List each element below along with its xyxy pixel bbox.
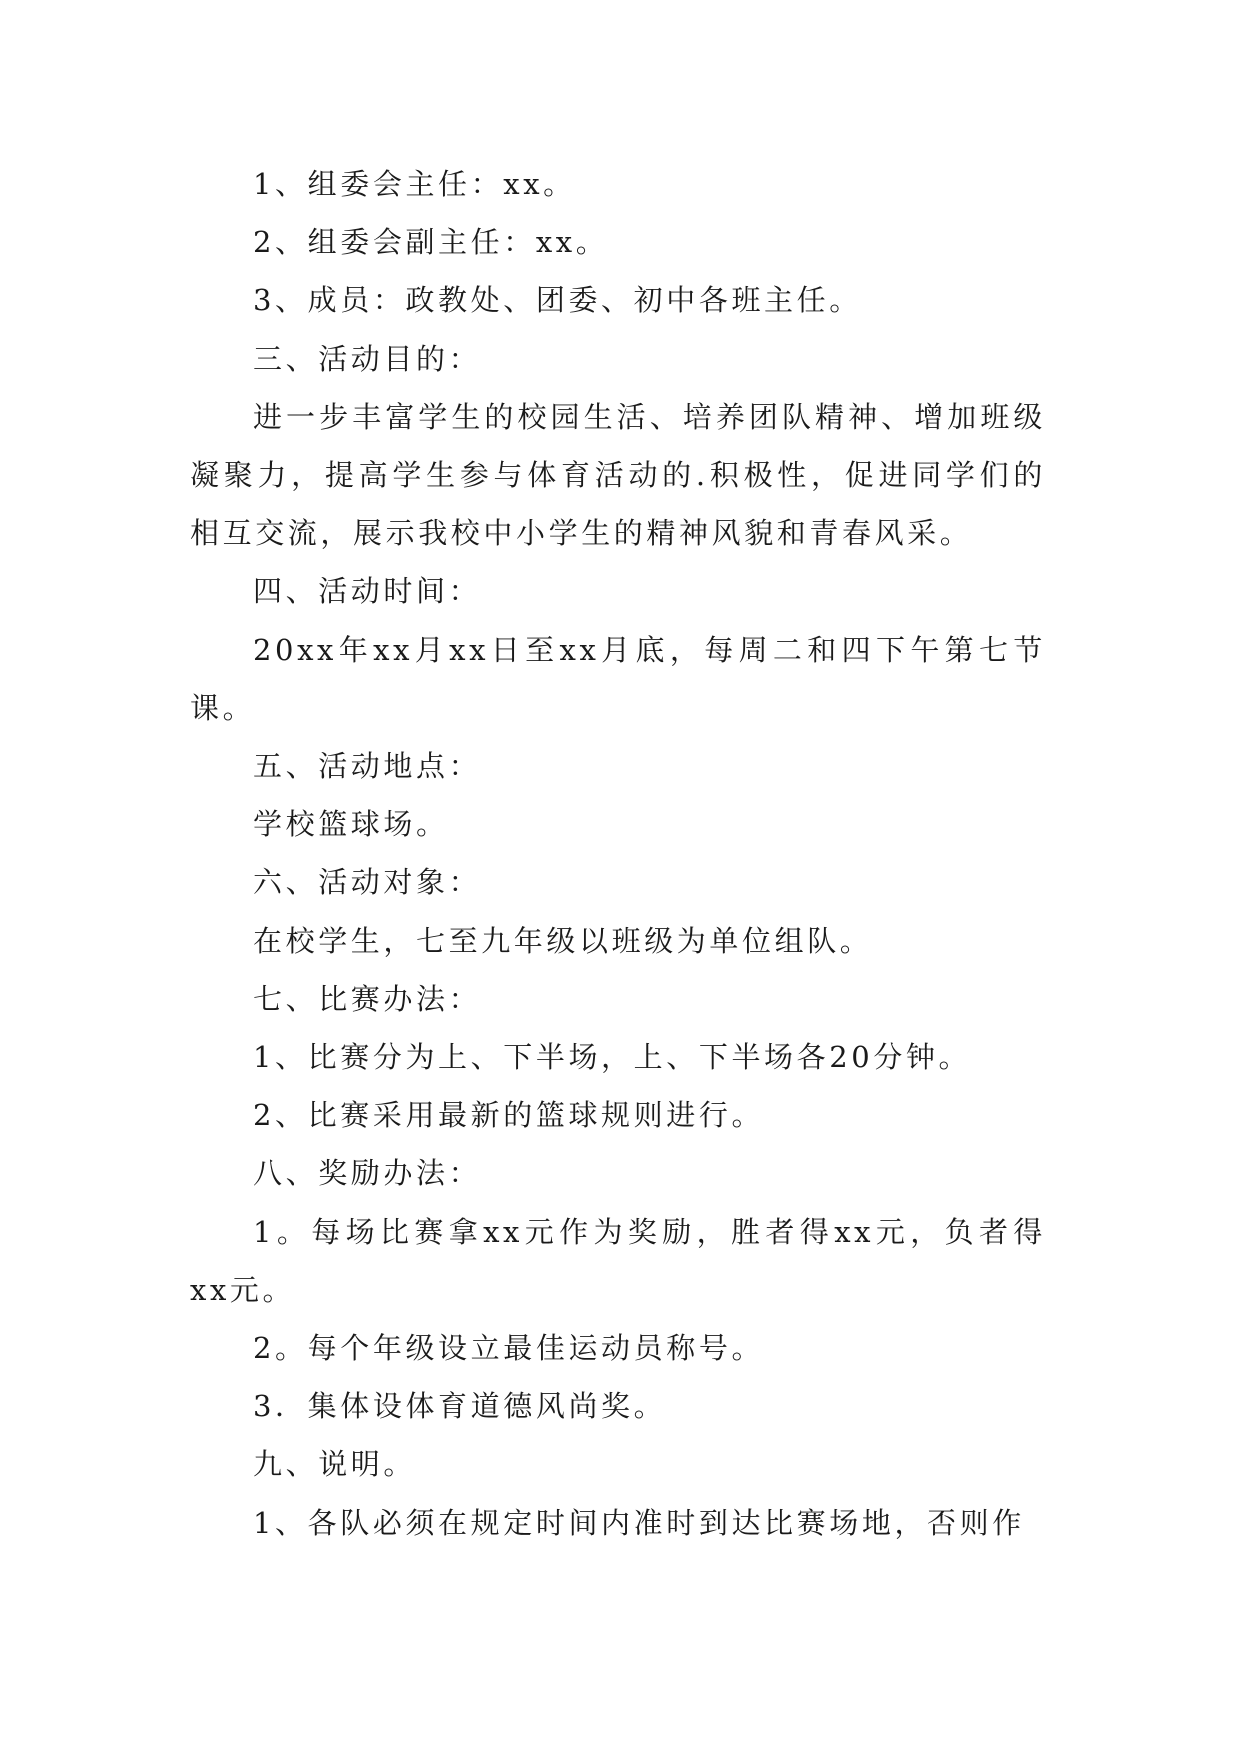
heading-time: 四、活动时间： bbox=[253, 574, 482, 609]
paragraph-reward-1: 1。每场比赛拿xx元作为奖励，胜者得xx元，负者得xx元。 bbox=[190, 1214, 1046, 1307]
heading-rewards: 八、奖励办法： bbox=[253, 1156, 482, 1191]
paragraph-time: 20xx年xx月xx日至xx月底，每周二和四下午第七节课。 bbox=[190, 632, 1046, 725]
heading-purpose: 三、活动目的： bbox=[253, 341, 482, 376]
heading-participants: 六、活动对象： bbox=[253, 865, 482, 900]
heading-notes: 九、说明。 bbox=[253, 1447, 417, 1482]
document-body bbox=[190, 155, 1046, 1552]
paragraph-note-1: 1、各队必须在规定时间内准时到达比赛场地，否则作 bbox=[253, 1505, 1025, 1540]
paragraph-rule-1: 1、比赛分为上、下半场，上、下半场各20分钟。 bbox=[253, 1040, 972, 1075]
paragraph-organizer-deputy: 2、组委会副主任：xx。 bbox=[253, 225, 609, 260]
paragraph-location: 学校篮球场。 bbox=[253, 807, 449, 842]
heading-location: 五、活动地点： bbox=[253, 749, 482, 784]
paragraph-purpose: 进一步丰富学生的校园生活、培养团队精神、增加班级凝聚力，提高学生参与体育活动的.积极性，促进同学们的相互交流，展示我校中小学生的精神风貌和青春风采。 bbox=[190, 399, 1046, 551]
paragraph-reward-3: 3．集体设体育道德风尚奖。 bbox=[253, 1389, 667, 1424]
paragraph-members: 3、成员：政教处、团委、初中各班主任。 bbox=[253, 283, 862, 318]
paragraph-organizer-director: 1、组委会主任：xx。 bbox=[253, 167, 576, 201]
paragraph-rule-2: 2、比赛采用最新的篮球规则进行。 bbox=[253, 1098, 765, 1133]
paragraph-reward-2: 2。每个年级设立最佳运动员称号。 bbox=[253, 1331, 765, 1366]
heading-rules: 七、比赛办法： bbox=[253, 981, 482, 1016]
paragraph-participants: 在校学生，七至九年级以班级为单位组队。 bbox=[253, 923, 873, 958]
